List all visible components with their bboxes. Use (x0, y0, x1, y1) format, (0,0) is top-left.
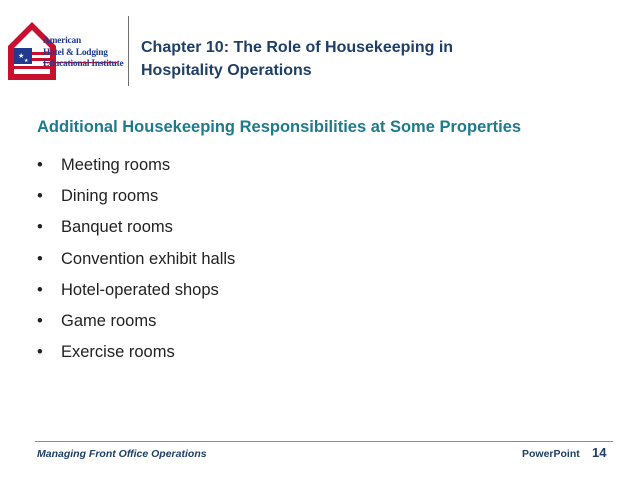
bullet-dot: • (37, 343, 43, 362)
bullet-dot: • (37, 218, 43, 237)
list-item-text: Meeting rooms (61, 156, 171, 174)
list-item (37, 309, 235, 340)
logo-wordmark (43, 36, 124, 71)
header-divider (128, 16, 129, 86)
list-item-text: Hotel-operated shops (61, 280, 219, 299)
footer-divider (35, 441, 613, 442)
logo-line: Educational Institute (43, 59, 124, 69)
chapter-title-line-2: Hospitality Operations (141, 62, 312, 79)
slide-subtitle: Additional Housekeeping Responsibilities at Some Properties (37, 118, 522, 136)
list-item (37, 153, 235, 184)
logo-line: Hotel & Lodging (43, 47, 108, 58)
bullet-dot: • (37, 280, 43, 299)
list-item (37, 215, 235, 246)
list-item-text: Game rooms (61, 311, 157, 330)
list-item (37, 247, 235, 278)
bullet-dot: • (37, 156, 43, 174)
ahlei-logo (6, 18, 124, 82)
list-item (37, 278, 235, 309)
chapter-title (141, 36, 453, 82)
page-number: 14 (592, 445, 607, 460)
list-item-text: Banquet rooms (61, 218, 173, 237)
bullet-dot: • (37, 249, 43, 268)
bullet-dot: • (37, 311, 43, 330)
list-item-text: Dining rooms (61, 187, 159, 206)
list-item (37, 184, 235, 215)
footer-book-title: Managing Front Office Operations (37, 448, 207, 460)
bullet-list (37, 153, 235, 371)
logo-line: American (43, 36, 81, 46)
list-item-text: Exercise rooms (61, 343, 175, 362)
footer-powerpoint-label: PowerPoint (522, 448, 580, 460)
list-item (37, 340, 235, 371)
list-item-text: Convention exhibit halls (61, 249, 236, 268)
bullet-dot: • (37, 187, 43, 206)
chapter-title-line-1: Chapter 10: The Role of Housekeeping in (141, 39, 454, 56)
svg-text:★: ★ (18, 52, 25, 60)
svg-text:★: ★ (24, 58, 29, 64)
